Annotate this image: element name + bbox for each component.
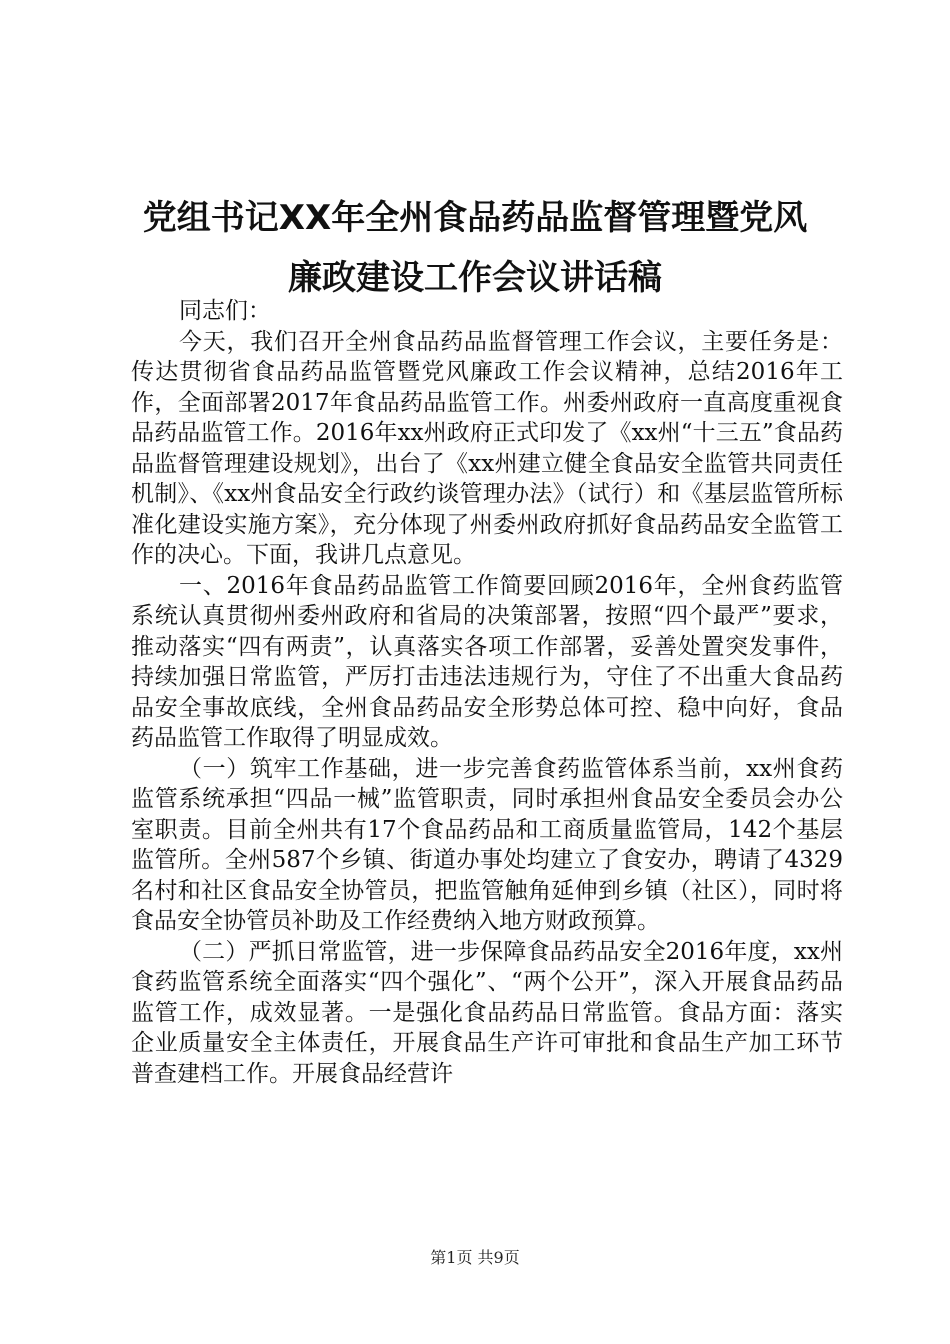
page-footer: 第1页 共9页 — [430, 1248, 520, 1267]
paragraph: 今天，我们召开全州食品药品监督管理工作会议，主要任务是：传达贯彻省食品药品监管暨党风廉政工作会议精神，总结2016年工作，全面部署2017年食品药品监管工作。州委州政府一直高度重视食品药品监管工作。2016年xx州政府正式印发了《xx州“十三五”食品药品监督管理建设规划》，出台了《xx州建立健全食品安全监管共同责任机制》、《xx州食品安全行政约谈管理办法》（试行）和《基层监管所标准化建设实施方案》，充分体现了州委州政府抓好食品药品安全监管工作的决心。下面，我讲几点意见。 — [131, 328, 843, 568]
document-title-line-1: 党组书记XX年全州食品药品监督管理暨党风 — [142, 198, 808, 238]
paragraph: （一）筑牢工作基础，进一步完善食药监管体系当前，xx州食药监管系统承担“四品一械”监管职责，同时承担州食品安全委员会办公室职责。目前全州共有17个食品药品和工商质量监管局，142个基层监管所。全州587个乡镇、街道办事处均建立了食安办，聘请了4329名村和社区食品安全协管员，把监管触角延伸到乡镇（社区），同时将食品安全协管员补助及工作经费纳入地方财政预算。 — [131, 755, 843, 934]
salutation: 同志们： — [179, 298, 271, 324]
document-title-line-2: 廉政建设工作会议讲话稿 — [288, 258, 662, 298]
paragraph: 一、2016年食品药品监管工作简要回顾2016年，全州食药监管系统认真贯彻州委州政府和省局的决策部署，按照“四个最严”要求，推动落实“四有两责”，认真落实各项工作部署，妥善处置突发事件，持续加强日常监管，严厉打击违法违规行为，守住了不出重大食品药品安全事故底线，全州食品药品安全形势总体可控、稳中向好，食品药品监管工作取得了明显成效。 — [131, 572, 843, 751]
document-body — [131, 296, 843, 1089]
paragraph: （二）严抓日常监管，进一步保障食品药品安全2016年度，xx州食药监管系统全面落实“四个强化”、“两个公开”，深入开展食品药品监管工作，成效显著。一是强化食品药品日常监管。食品方面：落实企业质量安全主体责任，开展食品生产许可审批和食品生产加工环节普查建档工作。开展食品经营许 — [131, 938, 843, 1087]
